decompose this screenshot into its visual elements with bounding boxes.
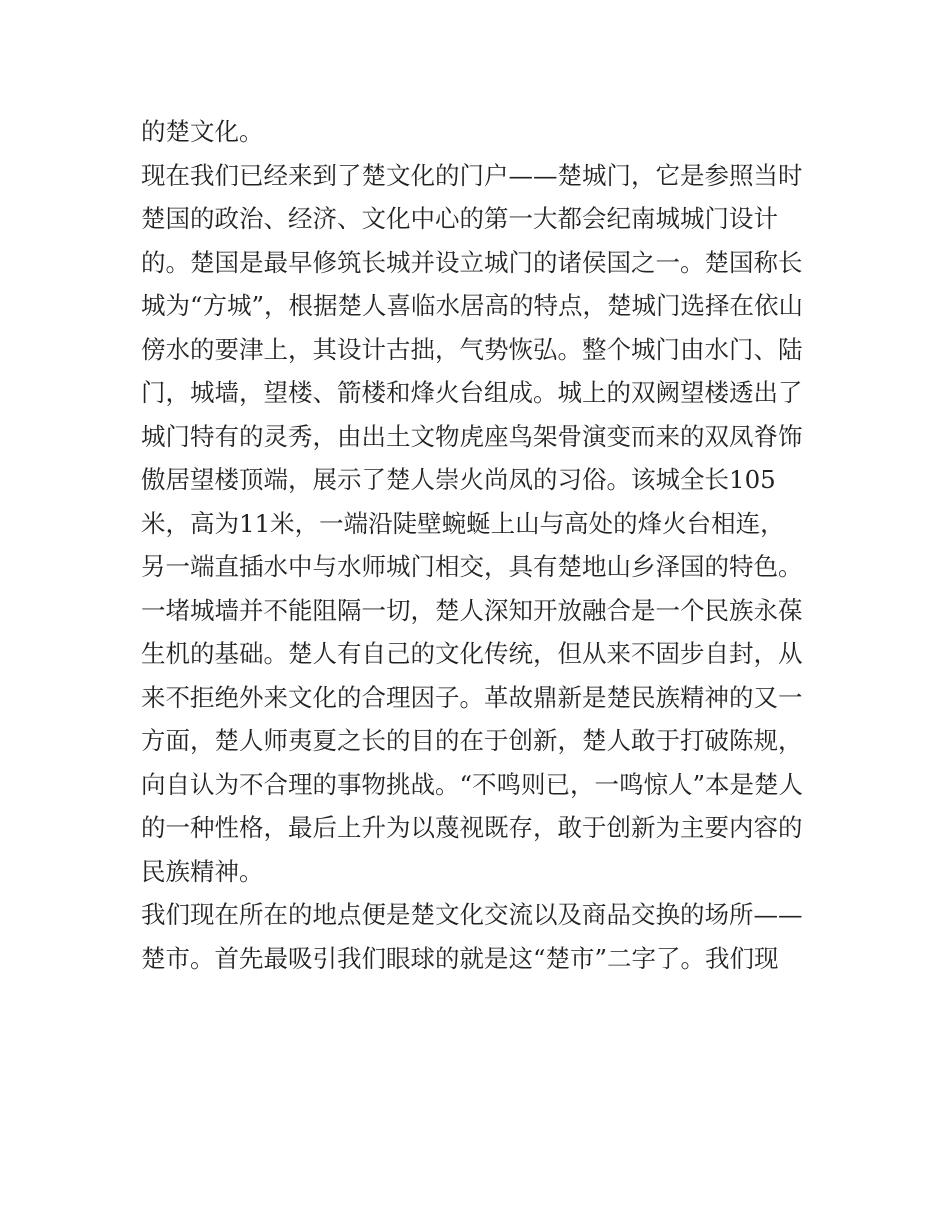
text-line: 傲居望楼顶端，展示了楚人崇火尚凤的习俗。该城全长105 [141,465,776,494]
text-line: 楚市。首先最吸引我们眼球的就是这“楚市”二字了。我们现 [141,943,779,973]
text-line: 我们现在所在的地点便是楚文化交流以及商品交换的场所—— [141,900,803,929]
text-line: 城为“方城”，根据楚人喜临水居高的特点，楚城门选择在依山 [141,291,804,320]
text-line: 城门特有的灵秀，由出土文物虎座鸟架骨演变而来的双凤脊饰 [141,421,803,451]
body-text [141,110,821,980]
text-line: 傍水的要津上，其设计古拙，气势恢弘。整个城门由水门、陆 [141,334,803,364]
text-line: 生机的基础。楚人有自己的文化传统，但从来不固步自封，从 [141,639,803,668]
text-line: 民族精神。 [141,856,264,886]
text-line: 一堵城墙并不能阻隔一切，楚人深知开放融合是一个民族永葆 [141,595,803,625]
text-line: 的楚文化。 [141,117,264,146]
text-line: 方面，楚人师夷夏之长的目的在于创新，楚人敢于打破陈规， [141,726,803,755]
text-line: 楚国的政治、经济、文化中心的第一大都会纪南城城门设计 [141,204,778,233]
text-line: 米，高为11米，一端沿陡壁蜿蜒上山与高处的烽火台相连， [141,508,785,538]
text-line: 门，城墙，望楼、箭楼和烽火台组成。城上的双阙望楼透出了 [141,378,803,407]
text-line: 另一端直插水中与水师城门相交，具有楚地山乡泽国的特色。 [141,552,803,581]
text-line: 来不拒绝外来文化的合理因子。革故鼎新是楚民族精神的又一 [141,682,803,712]
text-line: 向自认为不合理的事物挑战。“不鸣则已，一鸣惊人”本是楚人 [141,769,804,799]
text-line: 的一种性格，最后上升为以蔑视既存，敢于创新为主要内容的 [141,813,803,842]
text-line: 现在我们已经来到了楚文化的门户——楚城门，它是参照当时 [141,160,803,190]
text-line: 的。楚国是最早修筑长城并设立城门的诸侯国之一。楚国称长 [141,247,803,277]
